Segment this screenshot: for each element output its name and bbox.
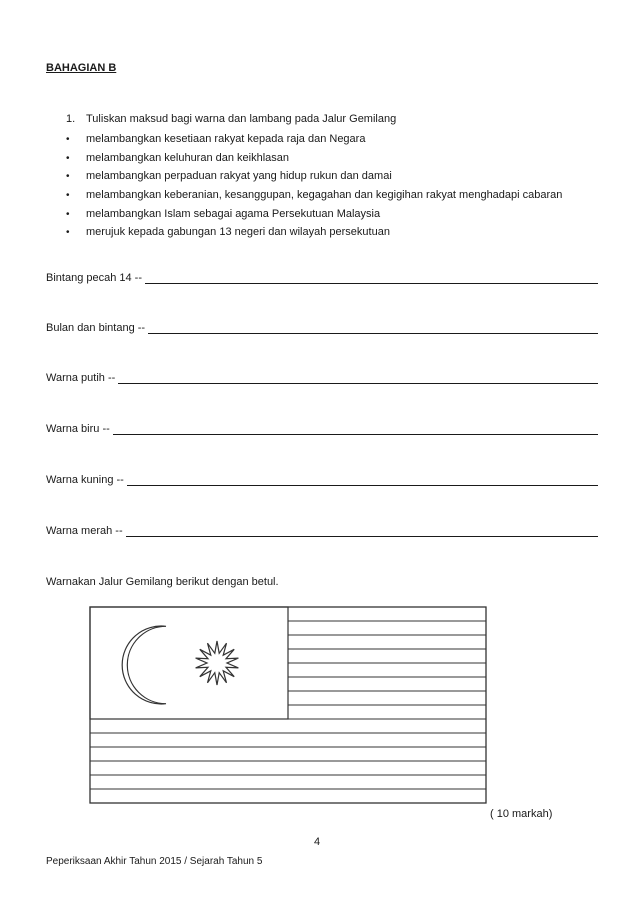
option-text: melambangkan Islam sebagai agama Persekutuan Malaysia: [86, 207, 381, 220]
crescent-icon: [122, 626, 166, 704]
bullet-icon: •: [66, 227, 70, 239]
answer-blank[interactable]: [113, 423, 598, 435]
marks-label: ( 10 markah): [490, 808, 553, 820]
answer-row-warna-merah: [46, 525, 598, 537]
answer-row-warna-biru: [46, 423, 598, 435]
bullet-icon: •: [66, 152, 70, 164]
star-icon: [196, 641, 239, 685]
option-text: melambangkan perpaduan rakyat yang hidup rukun dan damai: [86, 170, 392, 183]
answer-label: Warna putih --: [46, 372, 116, 384]
question-1: [66, 113, 396, 125]
page-number: 4: [314, 836, 321, 848]
answer-label: Warna merah --: [46, 525, 123, 537]
answer-row-warna-putih: [46, 372, 598, 384]
list-item: [66, 167, 562, 186]
answer-blank[interactable]: [127, 474, 598, 486]
section-title: BAHAGIAN B: [46, 62, 117, 74]
list-item: [66, 130, 562, 149]
answer-blank[interactable]: [118, 372, 598, 384]
answer-blank[interactable]: [145, 272, 598, 284]
bullet-icon: •: [66, 190, 70, 202]
question-text: Tuliskan maksud bagi warna dan lambang pada Jalur Gemilang: [86, 113, 397, 125]
answer-blank[interactable]: [148, 322, 598, 334]
list-item: [66, 149, 562, 168]
list-item: [66, 205, 562, 224]
answer-row-warna-kuning: [46, 474, 598, 486]
instruction: Warnakan Jalur Gemilang berikut dengan betul.: [46, 576, 279, 588]
flag-canton: [90, 607, 288, 719]
option-text: melambangkan kesetiaan rakyat kepada raja dan Negara: [86, 133, 366, 145]
answer-label: Warna biru --: [46, 423, 110, 435]
answer-row-bintang-pecah: [46, 272, 598, 284]
option-text: melambangkan keluhuran dan keikhlasan: [86, 151, 290, 164]
answer-label: Bintang pecah 14 --: [46, 272, 143, 284]
flag-outline[interactable]: [88, 605, 488, 805]
answer-row-bulan-bintang: [46, 322, 598, 334]
list-item: [66, 186, 562, 205]
bullet-icon: •: [66, 208, 70, 220]
option-list: [66, 130, 562, 242]
list-item: [66, 223, 562, 242]
bullet-icon: •: [66, 134, 70, 145]
option-text: merujuk kepada gabungan 13 negeri dan wilayah persekutuan: [86, 226, 390, 239]
option-text: melambangkan keberanian, kesanggupan, kegagahan dan kegigihan rakyat menghadapi cabaran: [86, 189, 563, 202]
footer-text: Peperiksaan Akhir Tahun 2015 / Sejarah Tahun 5: [46, 856, 263, 867]
bullet-icon: •: [66, 171, 70, 183]
answer-label: Bulan dan bintang --: [46, 322, 146, 334]
question-number: 1.: [66, 113, 76, 125]
answer-blank[interactable]: [126, 525, 598, 537]
answer-label: Warna kuning --: [46, 474, 124, 486]
